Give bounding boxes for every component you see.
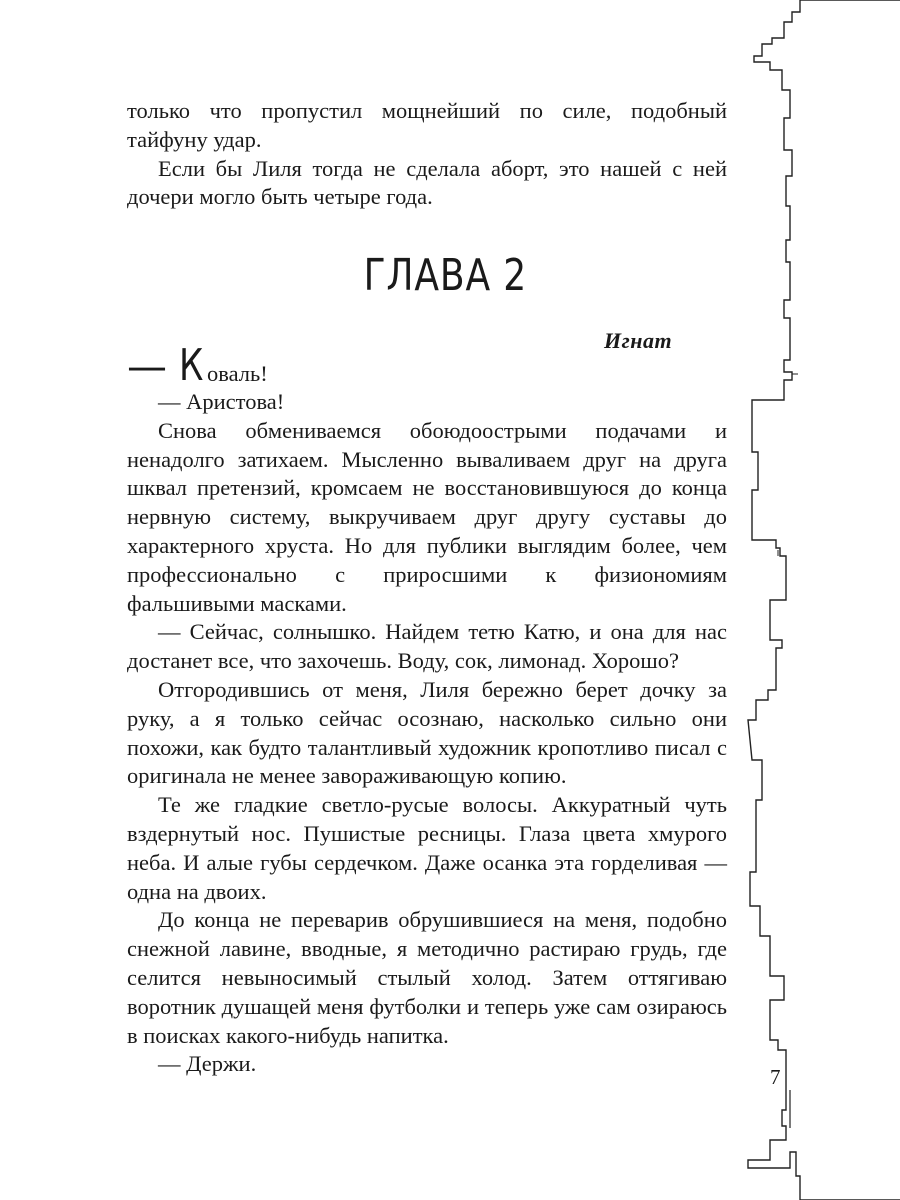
dropcap-rest: оваль! bbox=[207, 361, 268, 386]
paragraph: Отгородившись от меня, Лиля бережно берет дочку за руку, а я только сейчас осознаю, насколько сильно они похожи, как будто талантливый художник кропотливо писал с оригинала не менее завораживающую копию. bbox=[127, 676, 727, 789]
paragraph: Те же гладкие светло-русые волосы. Аккуратный чуть вздернутый нос. Пушистые ресницы. Глаза цвета хмурого неба. И алые губы сердечком. Даже осанка эта горделивая — одна на двоих. bbox=[127, 792, 727, 904]
paragraph: фальшивыми масками. bbox=[127, 590, 347, 616]
dropcap-dash: — bbox=[127, 344, 167, 390]
paragraph: Снова обмениваемся обоюдоострыми подачами и ненадолго затихаем. Мысленно вываливаем друг на друга шквал претензий, кромсаем не восстановившуюся до конца нервную систему, выкручиваем друг другу суставы до характерного хруста. Но для публики выглядим более, чем профессионально с приросшими к физиономиям bbox=[127, 417, 727, 587]
paragraph: — Держи. bbox=[158, 1051, 257, 1077]
paragraph: — Сейчас, солнышко. Найдем тетю Катю, и она для нас достанет все, что захочешь. Воду, сок, лимонад. Хорошо? bbox=[127, 619, 727, 674]
paragraph: — Аристова! bbox=[158, 389, 285, 414]
paragraph: Если бы Лиля тогда не сделала аборт, это нашей с ней дочери могло быть четыре года. bbox=[127, 155, 727, 210]
chapter-title: ГЛАВА 2 bbox=[363, 250, 528, 301]
skyline-outline-icon bbox=[748, 0, 900, 1200]
paragraph: До конца не переварив обрушившиеся на меня, подобно снежной лавине, вводные, я методично растираю грудь, где селится невыносимый стылый холод. Затем оттягиваю воротник душащей меня футболки и теперь уже сам озираюсь в поисках какого-нибудь напитка. bbox=[127, 907, 727, 1048]
paragraph: только что пропустил мощнейший по силе, подобный тайфуну удар. bbox=[127, 98, 727, 152]
dropcap-letter: К bbox=[179, 340, 204, 391]
continuation-text bbox=[127, 97, 727, 212]
page-number: 7 bbox=[770, 1065, 781, 1089]
chapter-narrator: Игнат bbox=[604, 328, 673, 353]
